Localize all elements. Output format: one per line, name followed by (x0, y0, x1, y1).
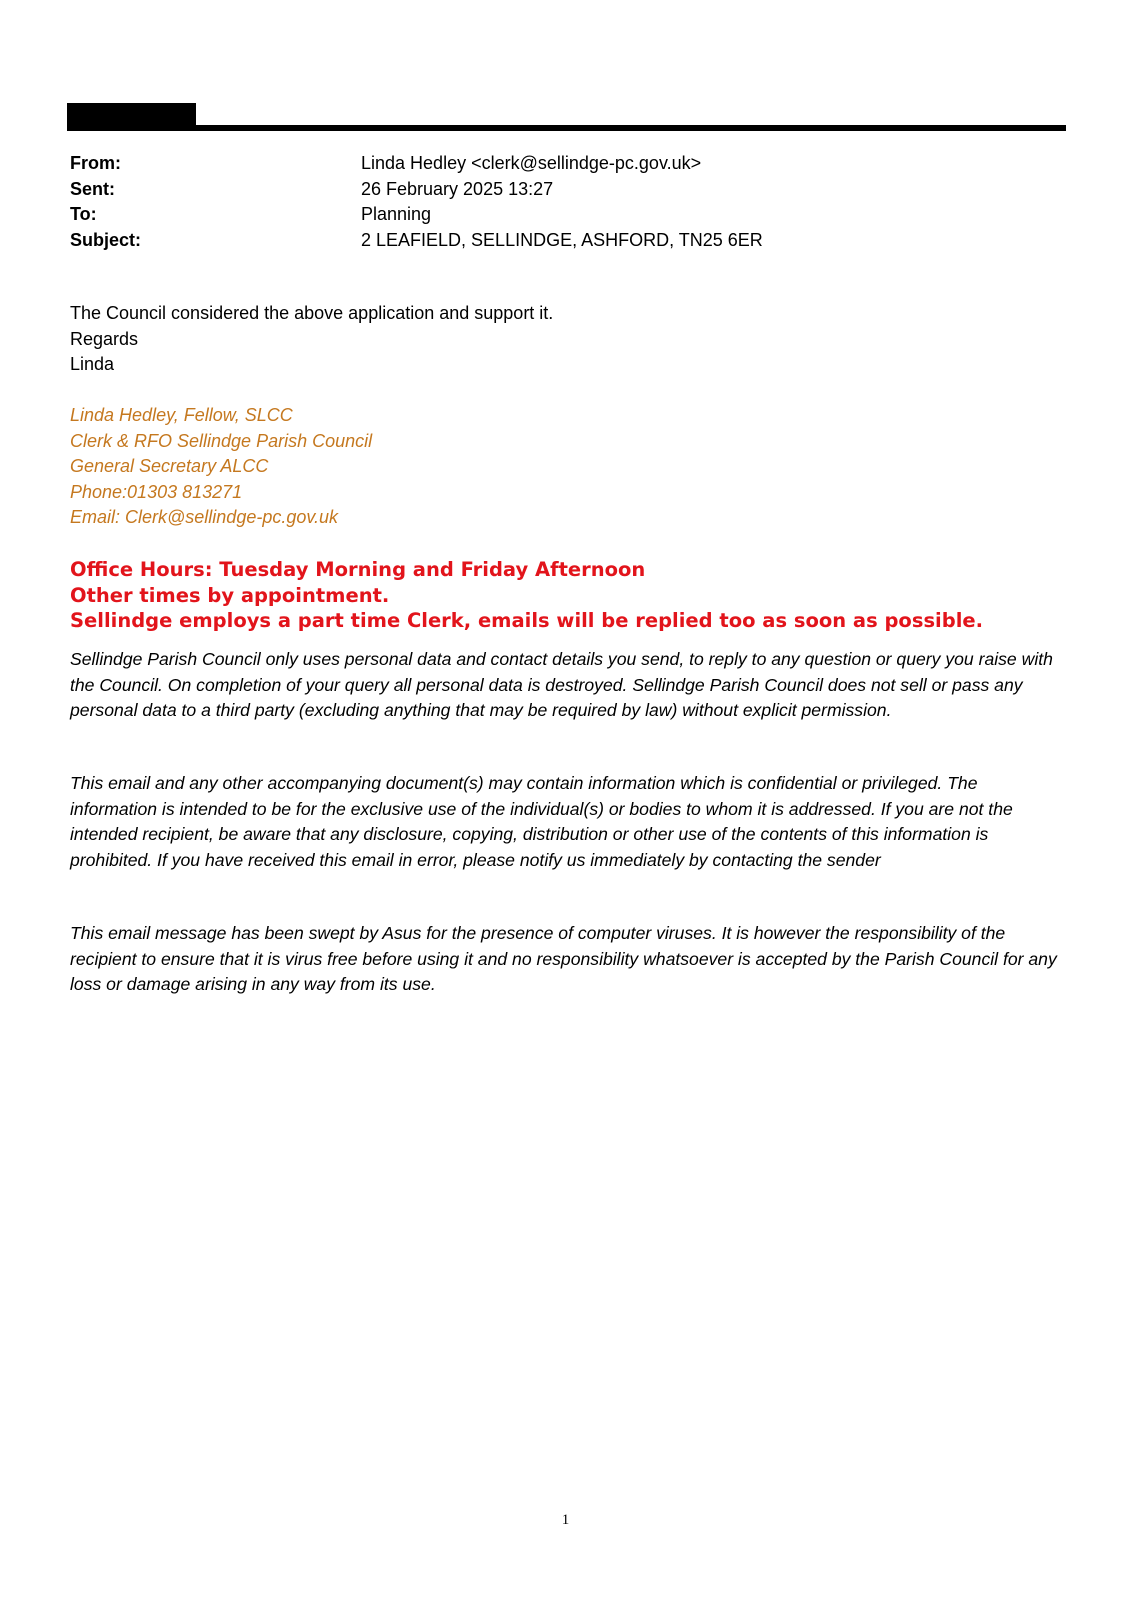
signature-name: Linda Hedley, Fellow, SLCC (70, 405, 293, 425)
office-hours: Office Hours: Tuesday Morning and Friday Afternoon (70, 558, 646, 581)
from-value: Linda Hedley <clerk@sellindge-pc.gov.uk> (361, 153, 702, 173)
office-hours-notice (70, 557, 1070, 634)
from-label: From: (70, 153, 121, 173)
sent-row (70, 177, 1060, 203)
subject-label: Subject: (70, 229, 142, 250)
sent-value: 26 February 2025 13:27 (361, 178, 554, 199)
message-body (70, 301, 1060, 378)
signature-email: Email: Clerk@sellindge-pc.gov.uk (70, 507, 339, 527)
to-row (70, 202, 1060, 228)
email-signature (70, 403, 1060, 531)
page-number: 1 (561, 1512, 570, 1528)
header-rule (67, 125, 1066, 131)
subject-row (70, 228, 1060, 254)
subject-value: 2 LEAFIELD, SELLINDGE, ASHFORD, TN25 6ER (361, 229, 763, 250)
signature-role: Clerk & RFO Sellindge Parish Council (70, 430, 373, 451)
signature-phone: Phone:01303 813271 (70, 481, 243, 502)
email-headers (70, 151, 1060, 253)
to-label: To: (70, 204, 97, 224)
message-line-regards: Regards (70, 328, 139, 349)
data-policy-disclaimer: Sellindge Parish Council only uses personal data and contact details you send, to reply to any question or query you raise with the Council. On completion of your query all personal data is destroyed. Sellindge Parish Council does not sell or pass any personal data to a third party (excluding anything that may be required by law) without explicit permission. (70, 649, 1053, 720)
message-line-name: Linda (70, 354, 115, 374)
virus-disclaimer: This email message has been swept by Asus for the presence of computer viruses. It is however the responsibility of the recipient to ensure that it is virus free before using it and no responsibility whatsoever is accepted by the Parish Council for any loss or damage arising in any way from its use. (70, 923, 1057, 994)
from-row (70, 151, 1060, 177)
signature-secretary: General Secretary ALCC (70, 456, 269, 476)
confidentiality-disclaimer: This email and any other accompanying document(s) may contain information which is confidential or privileged. The information is intended to be for the exclusive use of the individual(s) or bodies to whom it is addressed. If you are not the intended recipient, be aware that any disclosure, copying, distribution or other use of the contents of this information is prohibited. If you have received this email in error, please notify us immediately by contacting the sender (70, 773, 1013, 870)
to-value: Planning (361, 204, 432, 224)
message-line-support: The Council considered the above application and support it. (70, 303, 554, 323)
office-part-time: Sellindge employs a part time Clerk, emails will be replied too as soon as possible. (70, 609, 984, 633)
sent-label: Sent: (70, 178, 115, 199)
office-appointment: Other times by appointment. (70, 583, 390, 607)
